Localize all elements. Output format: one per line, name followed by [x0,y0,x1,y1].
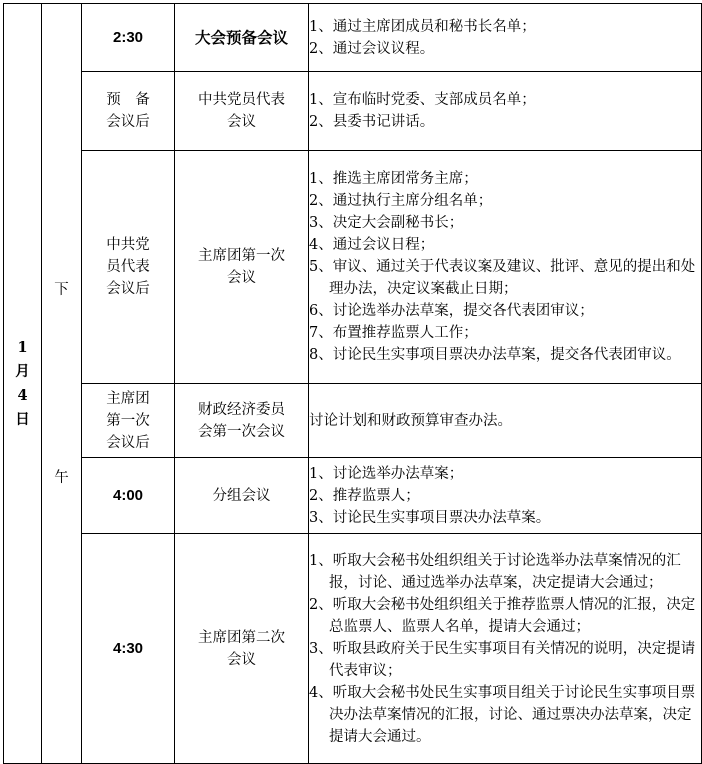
date-month: 1 [17,338,28,356]
meeting-line: 会第一次会议 [198,423,285,440]
list-item: 1、讨论选举办法草案； [309,465,464,482]
list-item: 7、布置推荐监票人工作； [309,325,478,341]
list-item: 1、推选主席团常务主席； [309,171,478,187]
time-line: 会议后 [106,281,150,297]
list-item: 1、通过主席团成员和秘书长名单； [309,18,536,35]
time-cell: 2:30 [82,4,175,72]
table-row [4,384,702,458]
list-item: 4、听取大会秘书处民生实事项目组关于讨论民生实事项目票决办法草案情况的汇报，讨论、通过票决办法草案，决定提请大会通过。 [309,684,696,745]
period-cell [42,4,82,764]
time-line: 会议后 [106,114,150,130]
meeting-line: 主席团第二次 [198,629,285,646]
meeting-line: 中共党员代表 [198,92,285,108]
meeting-cell [175,151,309,384]
date-month-unit: 月 [15,362,30,380]
time-line: 员代表 [106,259,150,275]
meeting-line: 主席团第一次 [198,248,285,264]
table-row [4,458,702,534]
time-line: 会议后 [106,434,150,451]
list-item: 3、讨论民生实事项目票决办法草案。 [309,509,551,526]
table-row [4,4,702,72]
meeting-cell [175,384,309,458]
time-cell: 4:00 [82,458,175,534]
schedule-table [3,3,702,764]
items-cell [309,458,702,534]
items-cell [309,72,702,151]
period-first: 下 [54,281,69,298]
time-line: 主席团 [106,390,150,407]
time-line: 中共党 [106,237,150,253]
list-item: 3、决定大会副秘书长； [309,215,464,231]
meeting-cell: 分组会议 [175,458,309,534]
list-item: 5、审议、通过关于代表议案及建议、批评、意见的提出和处理办法，决定议案截止日期； [309,259,696,297]
list-item: 8、讨论民生实事项目票决办法草案，提交各代表团审议。 [309,347,681,363]
table-row [4,72,702,151]
time-cell [82,151,175,384]
table-row [4,151,702,384]
list-item: 讨论计划和财政预算审查办法。 [309,412,512,429]
list-item: 2、听取大会秘书处组织组关于推荐监票人情况的汇报，决定总监票人、监票人名单，提请大会通过； [309,596,696,635]
items-cell [309,384,702,458]
items-cell [309,151,702,384]
time-cell [82,384,175,458]
list-item: 6、讨论选举办法草案，提交各代表团审议； [309,303,594,319]
list-item: 2、县委书记讲话。 [309,114,435,130]
meeting-cell: 大会预备会议 [175,4,309,72]
list-item: 4、通过会议日程； [309,237,435,253]
items-cell [309,534,702,764]
list-item: 3、听取县政府关于民生实事项目有关情况的说明，决定提请代表审议； [309,640,696,679]
meeting-line: 会议 [227,270,256,286]
date-cell [4,4,42,764]
meeting-line: 会议 [227,651,256,668]
time-line: 第一次 [106,412,150,429]
time-cell: 4:30 [82,534,175,764]
period-second: 午 [54,469,69,486]
meeting-cell [175,534,309,764]
date-day: 4 [17,386,28,404]
list-item: 1、听取大会秘书处组织组关于讨论选举办法草案情况的汇报，讨论、通过选举办法草案，决定提请大会通过； [309,552,681,591]
table-row [4,534,702,764]
items-cell [309,4,702,72]
meeting-line: 财政经济委员 [198,401,285,418]
list-item: 2、推荐监票人； [309,487,420,504]
list-item: 2、通过会议议程。 [309,40,435,57]
meeting-line: 会议 [227,114,256,130]
date-day-unit: 日 [15,410,30,428]
time-cell [82,72,175,151]
time-line: 预 备 [106,92,150,108]
list-item: 2、通过执行主席分组名单； [309,193,493,209]
meeting-cell [175,72,309,151]
list-item: 1、宣布临时党委、支部成员名单； [309,92,536,108]
